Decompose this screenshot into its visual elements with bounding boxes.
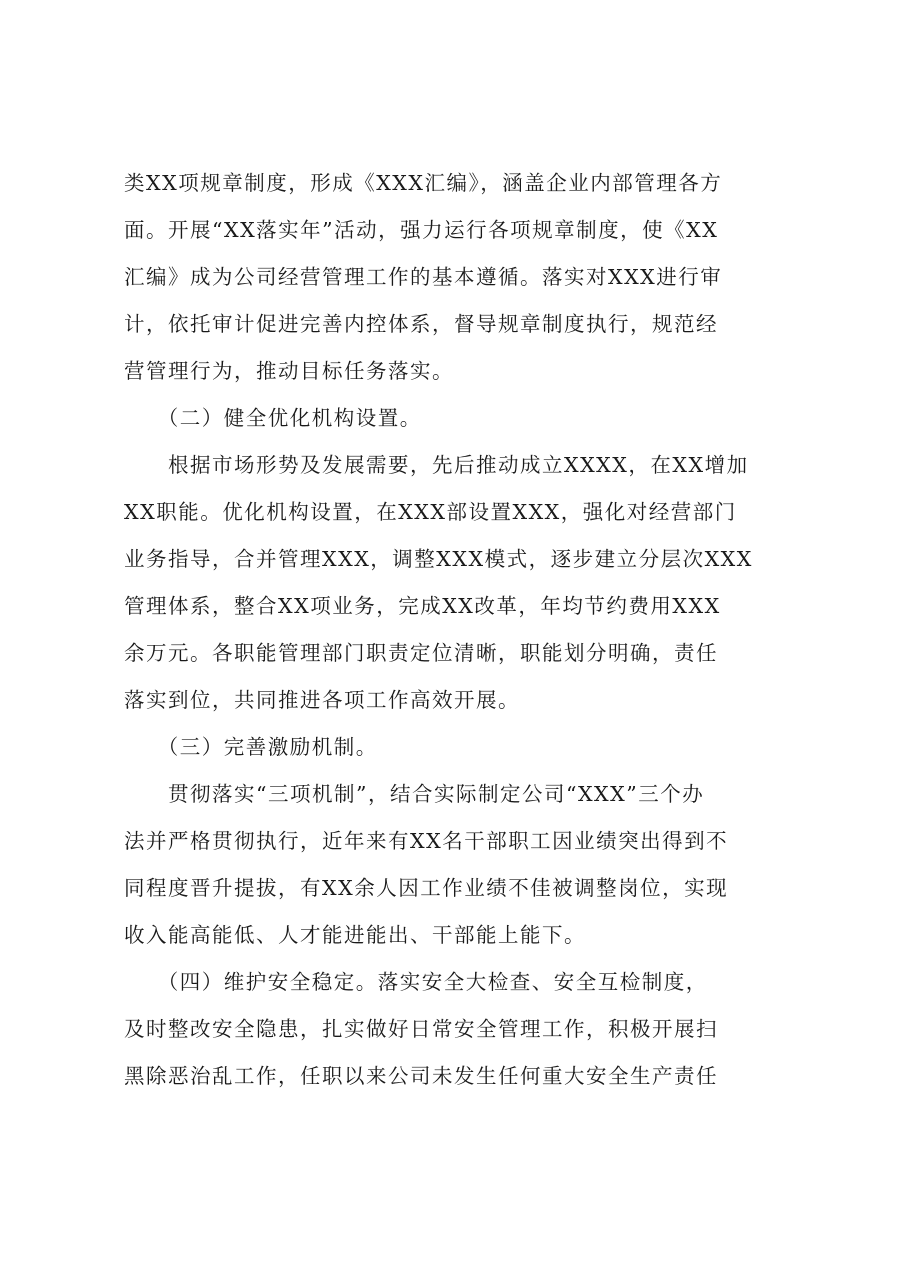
paragraph-incentive: 贯彻落实“三项机制”，结合实际制定公司“XXX”三个办 法并严格贯彻执行，近年来有XX名干部职工因业绩突出得到不 同程度晋升提拔，有XX余人因工作业绩不佳被调整岗位，实现 收入能高能低、人才能进能出、干部能上能下。 bbox=[124, 782, 729, 947]
paragraph-rules-compilation: 类XX项规章制度，形成《XXX汇编》，涵盖企业内部管理各方 面。开展“XX落实年”活动，强力运行各项规章制度，使《XX 汇编》成为公司经营管理工作的基本遵循。落实对XXX进行审 计，依托审计促进完善内控体系，督导规章制度执行，规范经 营管理行为，推动目标任务落实。 bbox=[124, 171, 723, 383]
section-heading-2: （二）健全优化机构设置。 bbox=[124, 406, 422, 430]
document-body bbox=[124, 160, 798, 1100]
section-heading-3: （三）完善激励机制。 bbox=[124, 735, 378, 759]
paragraph-safety: （四）维护安全稳定。落实安全大检查、安全互检制度， 及时整改安全隐患，扎实做好日常安全管理工作，积极开展扫 黑除恶治乱工作，任职以来公司未发生任何重大安全生产责任 bbox=[124, 970, 718, 1088]
paragraph-organization: 根据市场形势及发展需要，先后推动成立XXXX，在XX增加 XX职能。优化机构设置，在XXX部设置XXX，强化对经营部门 业务指导，合并管理XXX，调整XXX模式，逐步建立分层次XXX 管理体系，整合XX项业务，完成XX改革，年均节约费用XXX 余万元。各职能管理部门职责定位清晰，职能划分明确，责任 落实到位，共同推进各项工作高效开展。 bbox=[124, 453, 753, 712]
